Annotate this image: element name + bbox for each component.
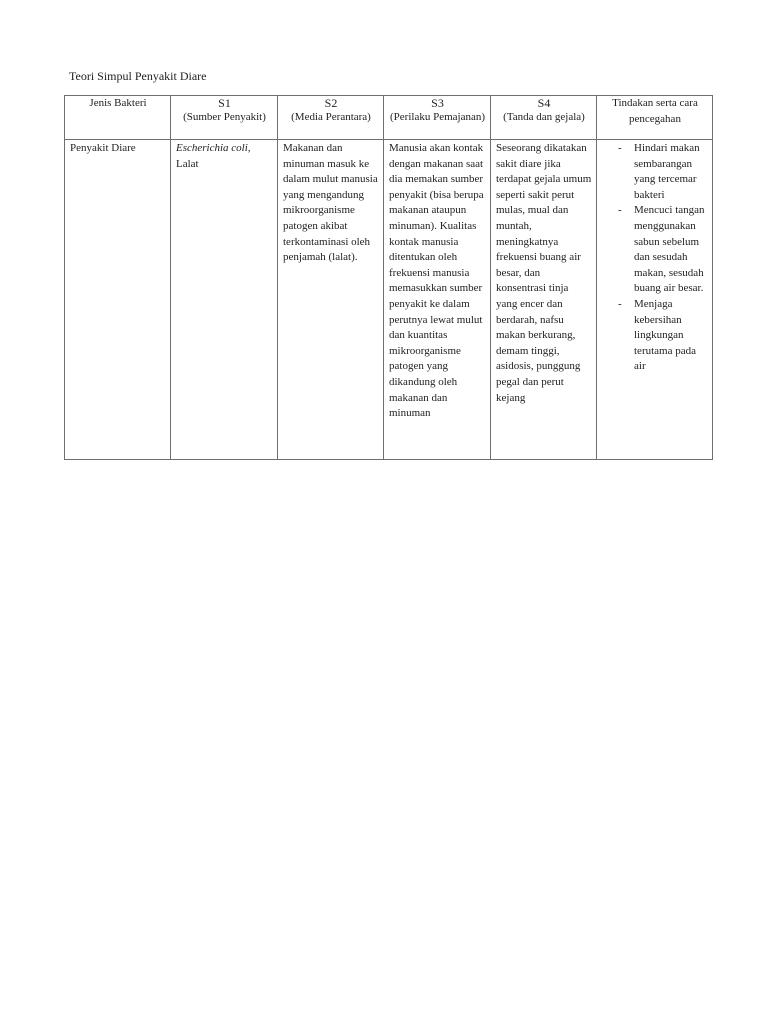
cell-text: Lalat bbox=[176, 157, 199, 170]
bacteria-name: Escherichia coli, bbox=[176, 142, 251, 154]
cell-jenis-bakteri bbox=[65, 140, 171, 460]
header-subtitle: (Tanda dan gejala) bbox=[503, 111, 585, 123]
header-s4 bbox=[491, 96, 597, 140]
cell-text: Makanan dan minuman masuk ke dalam mulut manusia yang mengandung mikroorganisme patogen akibat terkontaminasi oleh penjamah (lalat). bbox=[283, 142, 378, 264]
header-label: Tindakan serta cara pencegahan bbox=[612, 97, 698, 125]
list-item-text: Hindari makan sembarangan yang tercemar bakteri bbox=[634, 142, 700, 201]
list-item-text: Menjaga kebersihan lingkungan terutama pada air bbox=[634, 297, 696, 373]
header-code: S3 bbox=[431, 96, 444, 110]
table-header-row bbox=[65, 96, 713, 140]
cell-s1 bbox=[171, 140, 278, 460]
header-s1 bbox=[171, 96, 278, 140]
cell-tindakan bbox=[597, 140, 713, 460]
prevention-list bbox=[602, 141, 708, 375]
header-subtitle: (Media Perantara) bbox=[291, 111, 371, 123]
header-jenis-bakteri bbox=[65, 96, 171, 140]
cell-s3 bbox=[384, 140, 491, 460]
cell-s2 bbox=[278, 140, 384, 460]
header-tindakan bbox=[597, 96, 713, 140]
header-code: S2 bbox=[324, 96, 338, 110]
list-item bbox=[602, 297, 708, 375]
header-code: S1 bbox=[218, 96, 231, 110]
header-subtitle: (Perilaku Pemajanan) bbox=[390, 111, 485, 123]
diare-table bbox=[64, 95, 713, 460]
list-item bbox=[602, 203, 708, 297]
list-item bbox=[602, 141, 708, 203]
bullet-dash: - bbox=[618, 297, 622, 310]
header-code: S4 bbox=[537, 96, 551, 110]
header-subtitle: (Sumber Penyakit) bbox=[183, 111, 266, 123]
header-label: Jenis Bakteri bbox=[89, 97, 147, 109]
header-s3 bbox=[384, 96, 491, 140]
document-title: Teori Simpul Penyakit Diare bbox=[69, 69, 207, 83]
bullet-dash: - bbox=[618, 204, 622, 217]
cell-s4 bbox=[491, 140, 597, 460]
list-item-text: Mencuci tangan menggunakan sabun sebelum dan sesudah makan, sesudah buang air besar. bbox=[634, 204, 705, 295]
cell-text: Manusia akan kontak dengan makanan saat dia memakan sumber penyakit (bisa berupa makanan ataupun minuman). Kualitas kontak manusia ditentukan oleh frekuensi manusia memasukkan sumber penyakit ke dalam perutnya lewat mulut dan kuantitas mikroorganisme patogen yang dikandung oleh makanan dan minuman bbox=[389, 142, 484, 420]
cell-text: Penyakit Diare bbox=[70, 142, 136, 154]
table-row bbox=[65, 140, 713, 460]
header-s2 bbox=[278, 96, 384, 140]
bullet-dash: - bbox=[618, 142, 622, 154]
cell-text: Seseorang dikatakan sakit diare jika terdapat gejala umum seperti sakit perut mulas, mual dan muntah, meningkatnya frekuensi buang air besar, dan konsentrasi tinja yang encer dan berdarah, nafsu makan berkurang, demam tinggi, asidosis, punggung pegal dan perut kejang bbox=[496, 142, 592, 404]
